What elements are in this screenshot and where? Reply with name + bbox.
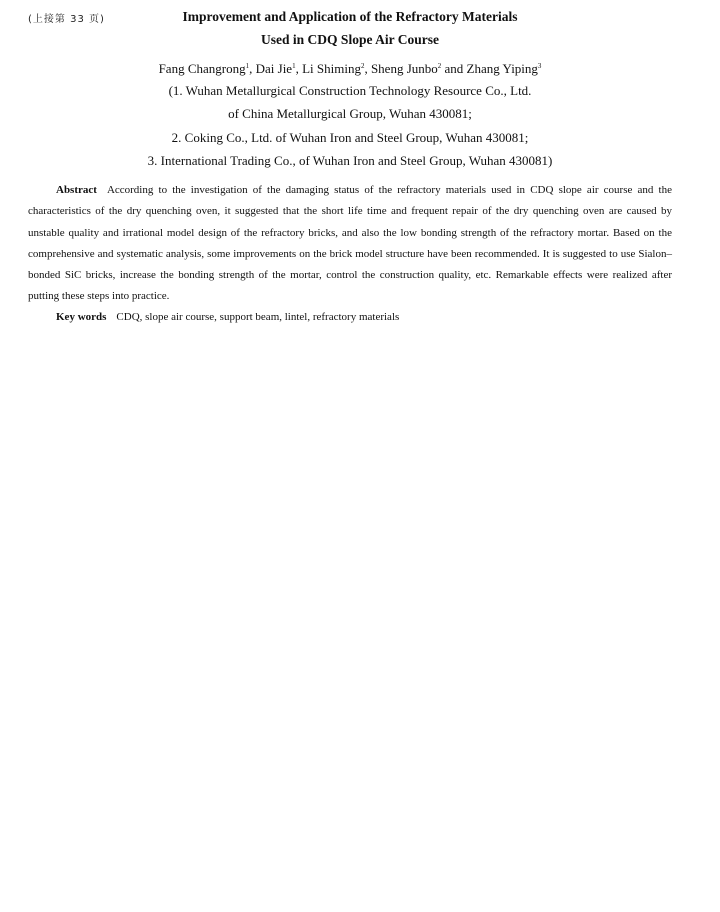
paper-title-line-2: Used in CDQ Slope Air Course [261, 32, 439, 47]
author-name: Fang Changrong [158, 61, 246, 76]
abstract-text: According to the investigation of the damaging status of the refractory materials used in CDQ slope air course and the characteristics of the dry quenching oven, it suggested that the short life time and frequent repair of the dry quenching oven are caused by unstable quality and irrational model design of the refractory bricks, and also the low bonding strength of the refractory mortar. Based on the comprehensive and systematic analysis, some improvements on the brick model structure have been recommended. It is suggested to use Sialon–bonded SiC bricks, increase the bonding strength of the mortar, control the construction quality, etc. Remarkable effects were realized after putting these steps into practice. [28, 184, 672, 303]
author-affiliation-mark: 2 [437, 62, 442, 70]
affiliation-3: 3. International Trading Co., of Wuhan Iron and Steel Group, Wuhan 430081) [147, 153, 553, 168]
author-name: Sheng Junbo [370, 61, 438, 76]
author-affiliation-mark: 1 [292, 62, 296, 70]
affiliation-1-line-2: of China Metallurgical Group, Wuhan 430081; [228, 106, 472, 121]
affiliation-2: 2. Coking Co., Ltd. of Wuhan Iron and Steel Group, Wuhan 430081; [171, 130, 529, 145]
author-separator: , [249, 61, 256, 76]
author-separator: and [441, 61, 467, 76]
author-separator: , [364, 61, 371, 76]
author-name: Dai Jie [255, 61, 293, 76]
affiliation-1-line-1: (1. Wuhan Metallurgical Construction Technology Resource Co., Ltd. [168, 83, 532, 98]
author-affiliation-mark: 1 [245, 62, 250, 70]
author-affiliation-mark: 3 [537, 62, 542, 70]
paper-title-line-1: Improvement and Application of the Refractory Materials [182, 9, 518, 24]
keywords-label: Key words [56, 311, 107, 323]
author-affiliation-mark: 2 [360, 62, 365, 70]
keywords-paragraph [28, 307, 672, 328]
author-name: Zhang Yiping [466, 61, 538, 76]
abstract-label: Abstract [56, 184, 97, 196]
keywords-text: CDQ, slope air course, support beam, lintel, refractory materials [116, 311, 400, 323]
author-list [0, 61, 700, 77]
author-separator: , [295, 61, 303, 76]
continuation-note: (上接第 33 页) [28, 14, 105, 25]
author-name: Li Shiming [302, 61, 361, 76]
abstract-paragraph [28, 180, 672, 308]
